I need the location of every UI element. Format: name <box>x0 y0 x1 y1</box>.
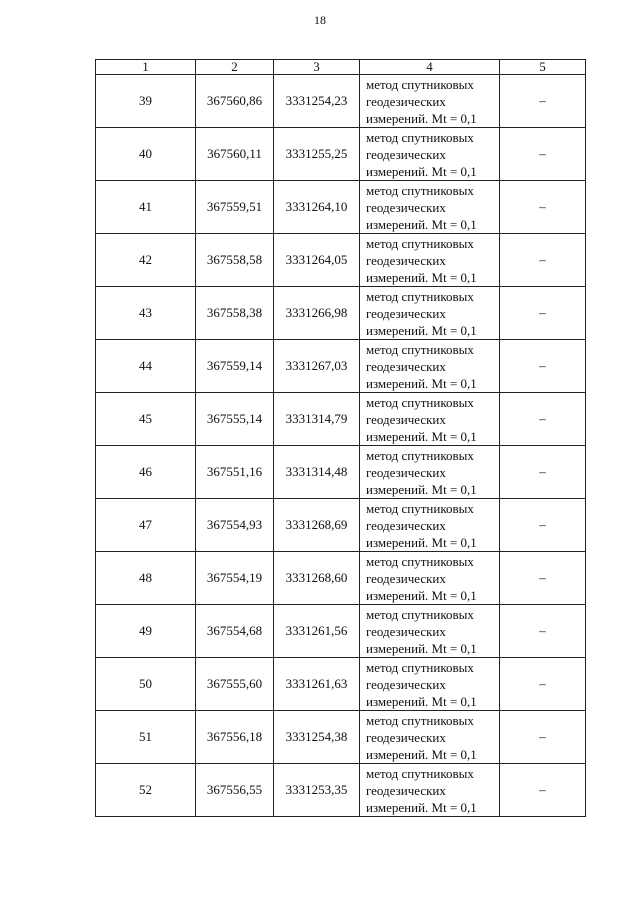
point-number-cell: 39 <box>96 75 196 128</box>
method-line: метод спутниковых <box>366 500 474 516</box>
method-line: метод спутниковых <box>366 553 474 569</box>
point-number-cell: 45 <box>96 393 196 446</box>
table-row <box>96 605 586 658</box>
point-number-cell: 47 <box>96 499 196 552</box>
y-coordinate-cell: 3331255,25 <box>274 128 360 181</box>
method-cell <box>360 287 500 340</box>
header-col-3: 3 <box>274 60 360 75</box>
x-coordinate-cell: 367558,58 <box>196 234 274 287</box>
method-line: метод спутниковых <box>366 659 474 675</box>
x-coordinate-cell: 367554,19 <box>196 552 274 605</box>
method-line: геодезических <box>366 199 446 215</box>
x-coordinate-cell: 367556,55 <box>196 764 274 817</box>
note-cell <box>500 764 586 817</box>
y-coordinate-cell: 3331314,48 <box>274 446 360 499</box>
method-line: измерений. Mt = 0,1 <box>366 322 477 338</box>
dash-mark: – <box>539 199 546 214</box>
method-line: метод спутниковых <box>366 288 474 304</box>
method-line: метод спутниковых <box>366 235 474 251</box>
point-number-cell: 52 <box>96 764 196 817</box>
point-number-cell: 44 <box>96 340 196 393</box>
point-number-cell: 51 <box>96 711 196 764</box>
dash-mark: – <box>539 676 546 691</box>
y-coordinate-cell: 3331261,56 <box>274 605 360 658</box>
header-col-5: 5 <box>500 60 586 75</box>
method-line: измерений. Mt = 0,1 <box>366 216 477 232</box>
x-coordinate-cell: 367558,38 <box>196 287 274 340</box>
table-row <box>96 711 586 764</box>
note-cell <box>500 605 586 658</box>
method-cell <box>360 658 500 711</box>
method-line: геодезических <box>366 782 446 798</box>
y-coordinate-cell: 3331264,10 <box>274 181 360 234</box>
note-cell <box>500 181 586 234</box>
note-cell <box>500 393 586 446</box>
y-coordinate-cell: 3331254,38 <box>274 711 360 764</box>
method-line: геодезических <box>366 146 446 162</box>
dash-mark: – <box>539 93 546 108</box>
method-line: измерений. Mt = 0,1 <box>366 640 477 656</box>
y-coordinate-cell: 3331254,23 <box>274 75 360 128</box>
note-cell <box>500 340 586 393</box>
y-coordinate-cell: 3331268,69 <box>274 499 360 552</box>
method-line: геодезических <box>366 252 446 268</box>
method-cell <box>360 234 500 287</box>
table-row <box>96 446 586 499</box>
method-line: геодезических <box>366 623 446 639</box>
method-line: метод спутниковых <box>366 182 474 198</box>
method-line: измерений. Mt = 0,1 <box>366 587 477 603</box>
y-coordinate-cell: 3331268,60 <box>274 552 360 605</box>
method-line: геодезических <box>366 305 446 321</box>
dash-mark: – <box>539 464 546 479</box>
note-cell <box>500 711 586 764</box>
x-coordinate-cell: 367554,68 <box>196 605 274 658</box>
method-line: геодезических <box>366 411 446 427</box>
header-col-2: 2 <box>196 60 274 75</box>
point-number-cell: 46 <box>96 446 196 499</box>
table-header <box>96 60 586 75</box>
method-line: метод спутниковых <box>366 447 474 463</box>
point-number-cell: 41 <box>96 181 196 234</box>
dash-mark: – <box>539 146 546 161</box>
table-row <box>96 234 586 287</box>
method-line: метод спутниковых <box>366 712 474 728</box>
method-line: измерений. Mt = 0,1 <box>366 534 477 550</box>
method-cell <box>360 711 500 764</box>
x-coordinate-cell: 367560,11 <box>196 128 274 181</box>
method-line: измерений. Mt = 0,1 <box>366 481 477 497</box>
table-row <box>96 499 586 552</box>
method-line: метод спутниковых <box>366 394 474 410</box>
y-coordinate-cell: 3331314,79 <box>274 393 360 446</box>
method-line: метод спутниковых <box>366 76 474 92</box>
x-coordinate-cell: 367551,16 <box>196 446 274 499</box>
method-line: геодезических <box>366 464 446 480</box>
method-line: метод спутниковых <box>366 765 474 781</box>
page-number: 18 <box>314 13 326 27</box>
method-line: метод спутниковых <box>366 606 474 622</box>
method-line: геодезических <box>366 570 446 586</box>
dash-mark: – <box>539 570 546 585</box>
table-row <box>96 393 586 446</box>
table-row <box>96 287 586 340</box>
x-coordinate-cell: 367555,14 <box>196 393 274 446</box>
y-coordinate-cell: 3331261,63 <box>274 658 360 711</box>
note-cell <box>500 446 586 499</box>
header-col-1: 1 <box>96 60 196 75</box>
method-line: измерений. Mt = 0,1 <box>366 269 477 285</box>
header-row <box>96 60 586 75</box>
point-number-cell: 43 <box>96 287 196 340</box>
note-cell <box>500 75 586 128</box>
x-coordinate-cell: 367556,18 <box>196 711 274 764</box>
y-coordinate-cell: 3331266,98 <box>274 287 360 340</box>
method-line: геодезических <box>366 729 446 745</box>
note-cell <box>500 128 586 181</box>
dash-mark: – <box>539 252 546 267</box>
dash-mark: – <box>539 411 546 426</box>
method-line: геодезических <box>366 358 446 374</box>
coordinates-table <box>95 59 586 817</box>
table-row <box>96 764 586 817</box>
table-row <box>96 181 586 234</box>
method-cell <box>360 393 500 446</box>
method-cell <box>360 181 500 234</box>
method-line: измерений. Mt = 0,1 <box>366 693 477 709</box>
x-coordinate-cell: 367559,14 <box>196 340 274 393</box>
dash-mark: – <box>539 623 546 638</box>
method-cell <box>360 552 500 605</box>
method-cell <box>360 764 500 817</box>
method-line: измерений. Mt = 0,1 <box>366 746 477 762</box>
point-number-cell: 48 <box>96 552 196 605</box>
dash-mark: – <box>539 729 546 744</box>
method-line: метод спутниковых <box>366 341 474 357</box>
point-number-cell: 42 <box>96 234 196 287</box>
table-row <box>96 128 586 181</box>
note-cell <box>500 499 586 552</box>
dash-mark: – <box>539 517 546 532</box>
method-line: измерений. Mt = 0,1 <box>366 799 477 815</box>
method-cell <box>360 340 500 393</box>
point-number-cell: 49 <box>96 605 196 658</box>
x-coordinate-cell: 367554,93 <box>196 499 274 552</box>
y-coordinate-cell: 3331267,03 <box>274 340 360 393</box>
point-number-cell: 40 <box>96 128 196 181</box>
note-cell <box>500 287 586 340</box>
table-body <box>96 75 586 817</box>
method-line: геодезических <box>366 93 446 109</box>
note-cell <box>500 234 586 287</box>
table-row <box>96 75 586 128</box>
dash-mark: – <box>539 782 546 797</box>
y-coordinate-cell: 3331253,35 <box>274 764 360 817</box>
table-row <box>96 340 586 393</box>
method-cell <box>360 446 500 499</box>
x-coordinate-cell: 367560,86 <box>196 75 274 128</box>
dash-mark: – <box>539 305 546 320</box>
method-cell <box>360 128 500 181</box>
x-coordinate-cell: 367555,60 <box>196 658 274 711</box>
method-line: метод спутниковых <box>366 129 474 145</box>
method-line: измерений. Mt = 0,1 <box>366 110 477 126</box>
point-number-cell: 50 <box>96 658 196 711</box>
method-cell <box>360 499 500 552</box>
method-cell <box>360 605 500 658</box>
table-row <box>96 658 586 711</box>
header-col-4: 4 <box>360 60 500 75</box>
dash-mark: – <box>539 358 546 373</box>
method-line: геодезических <box>366 517 446 533</box>
table-row <box>96 552 586 605</box>
method-line: измерений. Mt = 0,1 <box>366 163 477 179</box>
y-coordinate-cell: 3331264,05 <box>274 234 360 287</box>
method-line: измерений. Mt = 0,1 <box>366 428 477 444</box>
method-line: геодезических <box>366 676 446 692</box>
note-cell <box>500 552 586 605</box>
method-cell <box>360 75 500 128</box>
note-cell <box>500 658 586 711</box>
x-coordinate-cell: 367559,51 <box>196 181 274 234</box>
method-line: измерений. Mt = 0,1 <box>366 375 477 391</box>
